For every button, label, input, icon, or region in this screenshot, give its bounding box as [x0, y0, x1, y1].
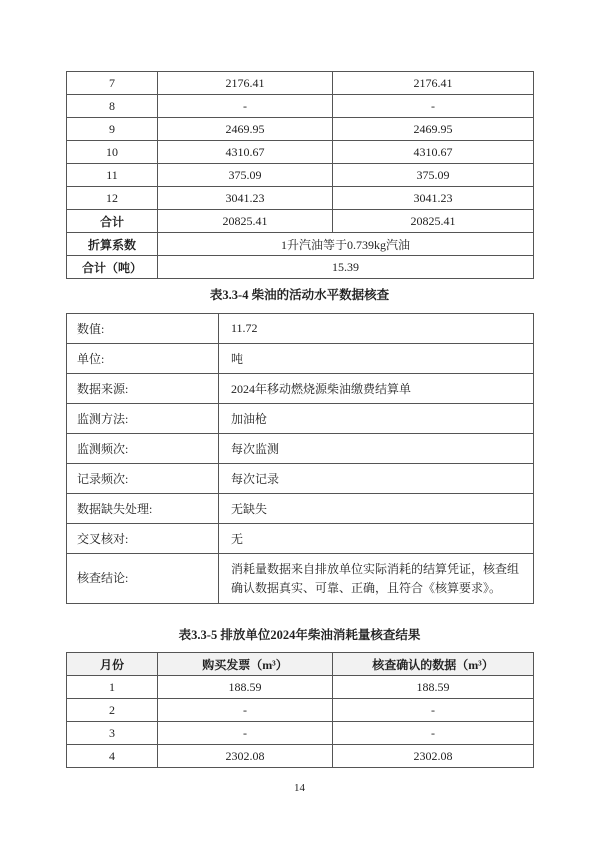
field-label-cell: 记录频次: [67, 464, 219, 494]
field-label-cell: 数据来源: [67, 374, 219, 404]
field-value-cell: 无缺失 [219, 494, 534, 524]
table-row [67, 118, 534, 141]
gasoline-monthly-continuation-table [66, 71, 534, 279]
value-cell: 2469.95 [333, 118, 534, 141]
table-335-caption: 表3.3-5 排放单位2024年柴油消耗量核查结果 [178, 628, 421, 643]
invoice-header-cell: 购买发票（m³） [158, 653, 333, 676]
verified-header-cell: 核查确认的数据（m³） [333, 653, 534, 676]
month-cell: 7 [67, 72, 158, 95]
month-header-cell: 月份 [67, 653, 158, 676]
invoice-cell: - [158, 699, 333, 722]
table-row [67, 72, 534, 95]
total-row [67, 210, 534, 233]
conversion-factor-row [67, 233, 534, 256]
table-row [67, 524, 534, 554]
conversion-label-cell: 折算系数 [67, 233, 158, 256]
table-row [67, 95, 534, 118]
table-row [67, 676, 534, 699]
month-cell: 2 [67, 699, 158, 722]
table-row [67, 374, 534, 404]
month-cell: 3 [67, 722, 158, 745]
total-label-cell: 合计 [67, 210, 158, 233]
field-label-cell: 监测方法: [67, 404, 219, 434]
value-cell: 4310.67 [158, 141, 333, 164]
table-row [67, 164, 534, 187]
value-cell: 2469.95 [158, 118, 333, 141]
month-cell: 4 [67, 745, 158, 768]
field-label-cell: 单位: [67, 344, 219, 374]
month-cell: 9 [67, 118, 158, 141]
field-value-cell: 加油枪 [219, 404, 534, 434]
field-value-cell: 2024年移动燃烧源柴油缴费结算单 [219, 374, 534, 404]
table-row [67, 464, 534, 494]
verified-cell: - [333, 699, 534, 722]
field-value-cell: 消耗量数据来自排放单位实际消耗的结算凭证，核查组确认数据真实、可靠、正确，且符合《核算要求》。 [219, 554, 534, 604]
field-label-cell: 数据缺失处理: [67, 494, 219, 524]
field-value-cell: 无 [219, 524, 534, 554]
total-tons-value-cell: 15.39 [158, 256, 534, 279]
table-row [67, 314, 534, 344]
total-tons-label-cell: 合计（吨） [67, 256, 158, 279]
verified-cell: 2302.08 [333, 745, 534, 768]
total-tons-row [67, 256, 534, 279]
month-cell: 11 [67, 164, 158, 187]
field-label-cell: 核查结论: [67, 554, 219, 604]
diesel-consumption-verification-table [66, 652, 534, 768]
field-value-cell: 11.72 [219, 314, 534, 344]
value-cell: 4310.67 [333, 141, 534, 164]
table-row [67, 745, 534, 768]
month-cell: 12 [67, 187, 158, 210]
value-cell: - [333, 95, 534, 118]
value-cell: 3041.23 [333, 187, 534, 210]
conversion-value-cell: 1升汽油等于0.739kg汽油 [158, 233, 534, 256]
table-row [67, 187, 534, 210]
page-number: 14 [294, 782, 305, 795]
table-row [67, 434, 534, 464]
field-label-cell: 数值: [67, 314, 219, 344]
field-label-cell: 监测频次: [67, 434, 219, 464]
header-row [67, 653, 534, 676]
verified-cell: - [333, 722, 534, 745]
total-value-cell: 20825.41 [158, 210, 333, 233]
value-cell: 2176.41 [158, 72, 333, 95]
value-cell: 2176.41 [333, 72, 534, 95]
page-content [66, 71, 533, 794]
diesel-activity-verification-table [66, 313, 534, 604]
table-row [67, 722, 534, 745]
table-334-caption: 表3.3-4 柴油的活动水平数据核查 [209, 288, 390, 302]
conclusion-row [67, 554, 534, 604]
total-value-cell: 20825.41 [333, 210, 534, 233]
table-row [67, 141, 534, 164]
field-value-cell: 吨 [219, 344, 534, 374]
field-value-cell: 每次监测 [219, 434, 534, 464]
month-cell: 1 [67, 676, 158, 699]
value-cell: 3041.23 [158, 187, 333, 210]
invoice-cell: 188.59 [158, 676, 333, 699]
table-row [67, 699, 534, 722]
table-row [67, 494, 534, 524]
value-cell: 375.09 [158, 164, 333, 187]
month-cell: 10 [67, 141, 158, 164]
verified-cell: 188.59 [333, 676, 534, 699]
value-cell: - [158, 95, 333, 118]
value-cell: 375.09 [333, 164, 534, 187]
month-cell: 8 [67, 95, 158, 118]
invoice-cell: 2302.08 [158, 745, 333, 768]
field-label-cell: 交叉核对: [67, 524, 219, 554]
table-row [67, 344, 534, 374]
field-value-cell: 每次记录 [219, 464, 534, 494]
table-row [67, 404, 534, 434]
invoice-cell: - [158, 722, 333, 745]
